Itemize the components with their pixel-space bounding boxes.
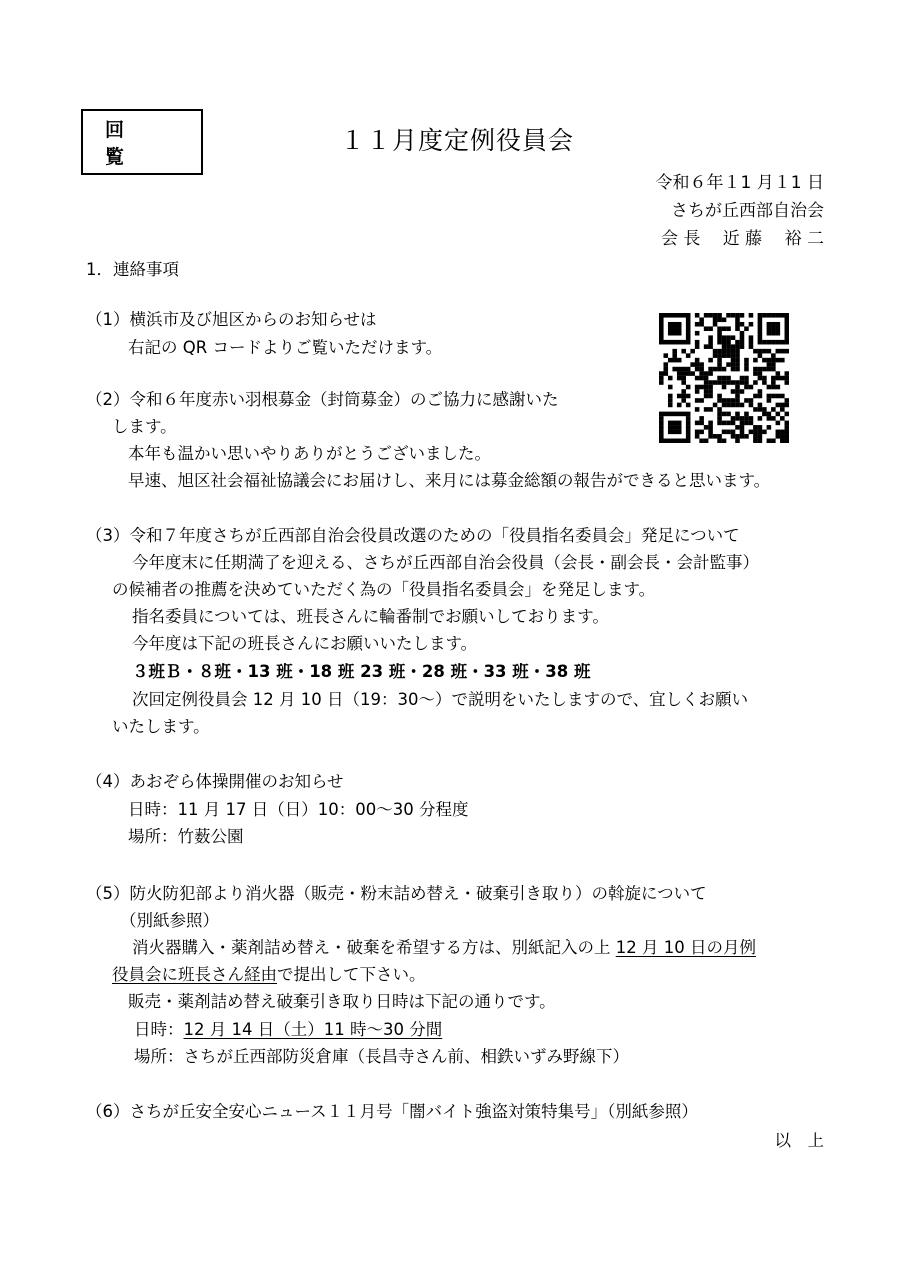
item1-line2: 右記の QR コードよりご覧いただけます。 (128, 338, 443, 357)
item5-line5: 販売・薬剤詰め替え破棄引き取り日時は下記の通りです。 (128, 992, 556, 1011)
item3-line5: 今年度は下記の班長さんにお願いいたします。 (132, 634, 478, 653)
item3-line7: 次回定例役員会 12 月 10 日（19：30～）で説明をいたしますので、宜しくお願い (132, 690, 749, 709)
item2-line4: 早速、旭区社会福祉協議会にお届けし、来月には募金総額の報告ができると思います。 (128, 471, 771, 490)
item5-line3-text: 消火器購入・薬剤詰め替え・破棄を希望する方は、別紙記入の上 (132, 938, 616, 957)
item2-line3: 本年も温かい思いやりありがとうございました。 (128, 444, 491, 463)
item5-datetime-label: 日時： (134, 1020, 184, 1039)
item4-line3: 場所：竹薮公園 (128, 827, 244, 846)
item3-line8: いたします。 (112, 717, 210, 736)
organization: さちが丘西部自治会 (671, 201, 824, 221)
item5-line6 (134, 1016, 442, 1040)
item4-line1: （4）あおぞら体操開催のお知らせ (86, 772, 344, 791)
qr-code-icon[interactable] (659, 313, 789, 443)
item5-line2: （別紙参照） (120, 911, 219, 930)
item4-line2: 日時：11 月 17 日（日）10：00～30 分程度 (128, 800, 469, 819)
item3-line1: （3）令和７年度さちが丘西部自治会役員改選のための「役員指名委員会」発足について (86, 526, 740, 545)
item2-line1: （2）令和６年度赤い羽根募金（封筒募金）のご協力に感謝いた (86, 390, 559, 409)
item5-datetime: 12 月 14 日（土）11 時～30 分間 (183, 1020, 443, 1039)
item1-line1: （1）横浜市及び旭区からのお知らせは (86, 310, 377, 329)
section-heading: 1．連絡事項 (86, 260, 179, 279)
item5-line3 (132, 934, 756, 958)
item3-line4: 指名委員については、班長さんに輪番制でお願いしております。 (132, 607, 609, 626)
item5-deadline: 12 月 10 日の月例 (615, 938, 756, 957)
closing: 以 上 (774, 1131, 824, 1150)
item3-line2: 今年度末に任期満了を迎える、さちが丘西部自治会役員（会長・副会長・会計監事） (132, 553, 759, 572)
kairan-stamp: 回 覧 (81, 109, 203, 175)
item5-line4 (112, 961, 426, 985)
item5-line4-text: で提出して下さい。 (277, 965, 426, 984)
item2-line2: します。 (112, 417, 177, 436)
item5-line1: （5）防火防犯部より消火器（販売・粉末詰め替え・破棄引き取り）の斡旋について (86, 884, 707, 903)
item5-submit-via: 役員会に班長さん経由 (112, 965, 277, 984)
page-title: １１月度定例役員会 (340, 126, 575, 155)
item6-line1: （6）さちが丘安全安心ニュース１１月号「闇バイト強盗対策特集号」（別紙参照） (86, 1102, 698, 1121)
signer: 会 長 近 藤 裕 二 (660, 229, 824, 249)
item5-line7: 場所：さちが丘西部防災倉庫（長昌寺さん前、相鉄いずみ野線下） (134, 1047, 629, 1066)
item3-line6: ３班Ｂ・８班・13 班・18 班 23 班・28 班・33 班・38 班 (132, 662, 591, 681)
item3-line3: の候補者の推薦を決めていただく為の「役員指名委員会」を発足します。 (112, 580, 656, 599)
date: 令和６年１1 月１1 日 (655, 173, 824, 193)
